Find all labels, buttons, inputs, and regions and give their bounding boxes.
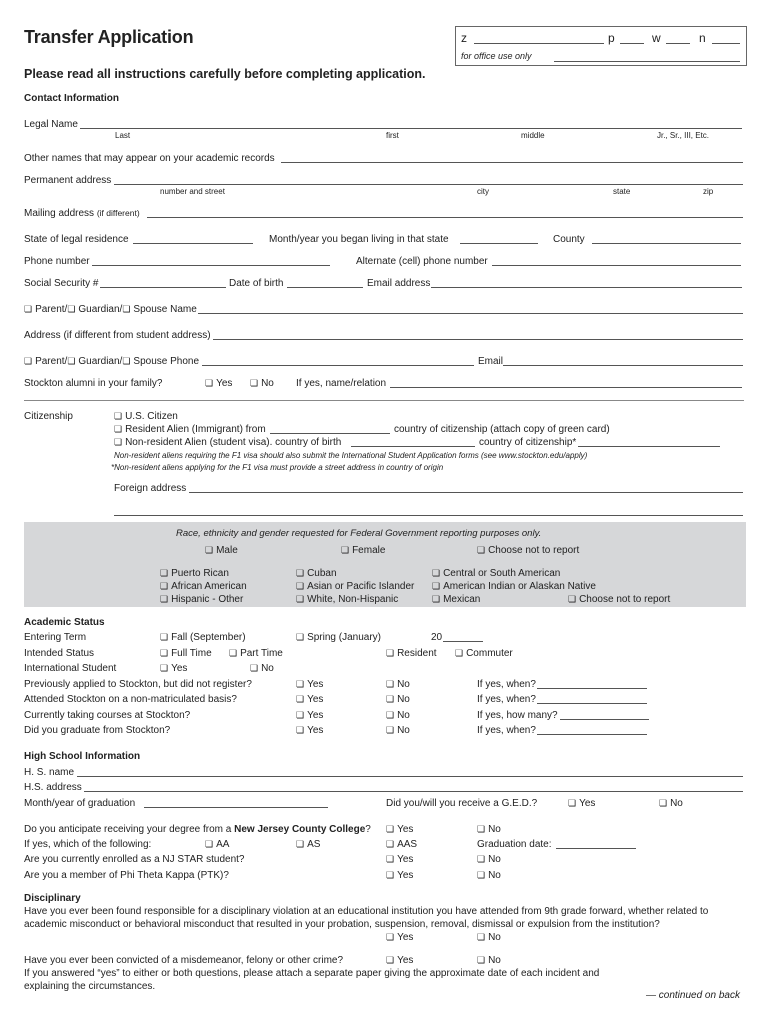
hs-address-label: H.S. address xyxy=(24,782,82,793)
graduated-no-checkbox[interactable]: ❏ No xyxy=(386,725,410,736)
phone-label: Phone number xyxy=(24,256,90,267)
phone-field[interactable] xyxy=(92,265,330,266)
white-checkbox[interactable]: ❏ White, Non-Hispanic xyxy=(296,594,398,605)
ptk-yes-checkbox[interactable]: ❏ Yes xyxy=(386,870,413,881)
state-residence-label: State of legal residence xyxy=(24,234,129,245)
f1-note: Non-resident aliens requiring the F1 visa should also submit the International Student Application forms (see www.stockton.edu/apply) xyxy=(114,451,588,460)
middle-sublabel: middle xyxy=(521,131,545,140)
ptk-label: Are you a member of Phi Theta Kappa (PTK)? xyxy=(24,870,229,881)
spouse-checkbox[interactable]: ❏ Spouse Name xyxy=(122,304,196,315)
number-street-sublabel: number and street xyxy=(160,187,225,196)
mailing-address-field[interactable] xyxy=(147,217,743,218)
county-field[interactable] xyxy=(592,243,741,244)
dob-label: Date of birth xyxy=(229,278,284,289)
entering-term-label: Entering Term xyxy=(24,632,87,643)
full-time-checkbox[interactable]: ❏ Full Time xyxy=(160,648,212,659)
nonmat-no-checkbox[interactable]: ❏ No xyxy=(386,694,410,705)
alt-phone-field[interactable] xyxy=(492,265,741,266)
mexican-checkbox[interactable]: ❏ Mexican xyxy=(432,594,480,605)
aa-checkbox[interactable]: ❏ AA xyxy=(205,839,229,850)
alumni-yes-checkbox[interactable]: ❏ Yes xyxy=(205,378,232,389)
resident-alien-checkbox[interactable]: ❏ Resident Alien (Immigrant) from xyxy=(114,424,266,435)
resident-country-field[interactable] xyxy=(270,433,390,434)
nonresident-suffix: country of citizenship* xyxy=(479,437,577,448)
month-year-living-field[interactable] xyxy=(460,243,538,244)
alt-phone-label: Alternate (cell) phone number xyxy=(356,256,488,267)
parent-checkbox[interactable]: ❏ Parent/ xyxy=(24,304,67,315)
courses-how-many-field[interactable] xyxy=(560,719,649,720)
entering-year-field[interactable] xyxy=(443,641,483,642)
disciplinary-note-line2: explaining the circumstances. xyxy=(24,981,156,992)
nonresident-alien-checkbox[interactable]: ❏ Non-resident Alien (student visa). country of birth xyxy=(114,437,341,448)
dob-field[interactable] xyxy=(287,287,363,288)
prev-applied-when-label: If yes, when? xyxy=(477,679,536,690)
zip-sublabel: zip xyxy=(703,187,714,196)
graduated-when-label: If yes, when? xyxy=(477,725,536,736)
page-title: Transfer Application xyxy=(24,27,194,47)
hispanic-other-checkbox[interactable]: ❏ Hispanic - Other xyxy=(160,594,243,605)
female-checkbox[interactable]: ❏ Female xyxy=(341,545,385,556)
county-college-q-a: Do you anticipate receiving your degree from a xyxy=(24,824,235,835)
permanent-address-field[interactable] xyxy=(114,184,743,185)
part-time-checkbox[interactable]: ❏ Part Time xyxy=(229,648,283,659)
disciplinary-q1-line2: academic misconduct or behavioral misconduct that resulted in your probation, suspension, removal, dismissal or expulsion from the institution? xyxy=(24,919,660,930)
address-diff-label: Address (if different from student address) xyxy=(24,330,211,341)
county-college-question xyxy=(24,824,371,835)
parent-phone-label[interactable] xyxy=(24,356,199,367)
race-choose-not-checkbox[interactable]: ❏ Choose not to report xyxy=(568,594,670,605)
nonmat-when-label: If yes, when? xyxy=(477,694,536,705)
county-college-yes-checkbox[interactable]: ❏ Yes xyxy=(386,824,413,835)
ged-no-checkbox[interactable]: ❏ No xyxy=(659,798,683,809)
international-yes-checkbox[interactable]: ❏ Yes xyxy=(160,663,187,674)
disciplinary-note-line1: If you answered “yes” to either or both questions, please attach a separate paper giving the approximate date of each incident and xyxy=(24,968,600,979)
prev-applied-label: Previously applied to Stockton, but did not register? xyxy=(24,679,252,690)
contact-heading: Contact Information xyxy=(24,93,119,104)
nonmat-when-field[interactable] xyxy=(537,703,647,704)
resident-checkbox[interactable]: ❏ Resident xyxy=(386,648,437,659)
other-names-field[interactable] xyxy=(281,162,743,163)
address-diff-field[interactable] xyxy=(213,339,743,340)
highschool-heading: High School Information xyxy=(24,751,141,762)
foreign-address-field[interactable] xyxy=(189,492,743,493)
asian-checkbox[interactable]: ❏ Asian or Pacific Islander xyxy=(296,581,414,592)
office-use-note: for office use only xyxy=(461,51,532,61)
attended-nonmat-label: Attended Stockton on a non-matriculated basis? xyxy=(24,694,237,705)
puerto-rican-checkbox[interactable]: ❏ Puerto Rican xyxy=(160,568,229,579)
conviction-no-checkbox[interactable]: ❏ No xyxy=(477,955,501,966)
spring-checkbox[interactable]: ❏ Spring (January) xyxy=(296,632,381,643)
divider xyxy=(24,400,744,401)
american-indian-checkbox[interactable]: ❏ American Indian or Alaskan Native xyxy=(432,581,596,592)
central-south-checkbox[interactable]: ❏ Central or South American xyxy=(432,568,560,579)
disciplinary-q1-line1: Have you ever been found responsible for a disciplinary violation at an educational institution you have attended from 9th grade forward, whether related to xyxy=(24,906,709,917)
email2-field[interactable] xyxy=(503,365,743,366)
graduated-when-field[interactable] xyxy=(537,734,647,735)
nj-star-label: Are you currently enrolled as a NJ STAR student? xyxy=(24,854,245,865)
prev-applied-when-field[interactable] xyxy=(537,688,647,689)
email-field[interactable] xyxy=(431,287,742,288)
ged-yes-checkbox[interactable]: ❏ Yes xyxy=(568,798,595,809)
cuban-checkbox[interactable]: ❏ Cuban xyxy=(296,568,337,579)
spouse-phone-checkbox[interactable]: ❏ Spouse Phone xyxy=(122,356,199,367)
if-yes-name-field[interactable] xyxy=(390,387,742,388)
alumni-label: Stockton alumni in your family? xyxy=(24,378,163,389)
resident-suffix: country of citizenship (attach copy of green card) xyxy=(394,424,610,435)
foreign-address-field-2[interactable] xyxy=(114,515,743,516)
ssn-label: Social Security # xyxy=(24,278,99,289)
office-use-field[interactable] xyxy=(554,61,740,62)
taking-courses-label: Currently taking courses at Stockton? xyxy=(24,710,191,721)
parent-phone-checkbox[interactable]: ❏ Parent/ xyxy=(24,356,67,367)
nj-star-no-checkbox[interactable]: ❏ No xyxy=(477,854,501,865)
birth-country-field[interactable] xyxy=(351,446,475,447)
last-sublabel: Last xyxy=(115,131,131,140)
parent-phone-field[interactable] xyxy=(202,365,474,366)
city-sublabel: city xyxy=(477,187,489,196)
email2-label: Email xyxy=(478,356,504,367)
citizenship-country-field[interactable] xyxy=(578,446,720,447)
foreign-address-label: Foreign address xyxy=(114,483,187,494)
if-different-note: (if different) xyxy=(96,208,140,218)
citizenship-label: Citizenship xyxy=(24,411,73,422)
ged-label: Did you/will you receive a G.E.D.? xyxy=(386,798,538,809)
aas-checkbox[interactable]: ❏ AAS xyxy=(386,839,417,850)
ssn-field[interactable] xyxy=(100,287,226,288)
year-prefix: 20 xyxy=(431,632,443,643)
nj-star-yes-checkbox[interactable]: ❏ Yes xyxy=(386,854,413,865)
hs-name-label: H. S. name xyxy=(24,767,75,778)
guardian-phone-checkbox[interactable]: ❏ Guardian/ xyxy=(67,356,122,367)
fall-checkbox[interactable]: ❏ Fall (September) xyxy=(160,632,246,643)
conviction-question: Have you ever been convicted of a misdemeanor, felony or other crime? xyxy=(24,955,344,966)
county-college-no-checkbox[interactable]: ❏ No xyxy=(477,824,501,835)
office-n-label: n xyxy=(699,31,706,45)
mailing-address-text: Mailing address xyxy=(24,208,95,219)
grad-date-field[interactable] xyxy=(556,848,636,849)
office-w-field[interactable] xyxy=(666,43,690,44)
office-n-field[interactable] xyxy=(712,43,740,44)
county-label: County xyxy=(553,234,585,245)
state-sublabel: state xyxy=(613,187,631,196)
us-citizen-checkbox[interactable]: ❏ U.S. Citizen xyxy=(114,411,178,422)
international-no-checkbox[interactable]: ❏ No xyxy=(250,663,274,674)
academic-heading: Academic Status xyxy=(24,617,105,628)
parent-name-field[interactable] xyxy=(198,313,743,314)
alumni-no-checkbox[interactable]: ❏ No xyxy=(250,378,274,389)
male-checkbox[interactable]: ❏ Male xyxy=(205,545,238,556)
which-degree-label: If yes, which of the following: xyxy=(24,839,152,850)
disciplinary-no-checkbox[interactable]: ❏ No xyxy=(477,932,501,943)
prev-applied-yes-checkbox[interactable]: ❏ Yes xyxy=(296,679,323,690)
conviction-yes-checkbox[interactable]: ❏ Yes xyxy=(386,955,413,966)
guardian-checkbox[interactable]: ❏ Guardian/ xyxy=(67,304,122,315)
international-label: International Student xyxy=(24,663,117,674)
office-use-box xyxy=(455,26,747,66)
courses-yes-checkbox[interactable]: ❏ Yes xyxy=(296,710,323,721)
county-college-q-b: New Jersey County College xyxy=(234,824,366,835)
courses-how-many-label: If yes, how many? xyxy=(477,710,558,721)
grad-date-label: Graduation date: xyxy=(477,839,552,850)
african-american-checkbox[interactable]: ❏ African American xyxy=(160,581,247,592)
hs-name-field[interactable] xyxy=(77,776,743,777)
state-residence-field[interactable] xyxy=(133,243,253,244)
suffix-sublabel: Jr., Sr., III, Etc. xyxy=(657,131,710,140)
office-p-field[interactable] xyxy=(620,43,644,44)
permanent-address-label: Permanent address xyxy=(24,175,112,186)
other-names-label: Other names that may appear on your academic records xyxy=(24,153,275,164)
continued-on-back: — continued on back xyxy=(646,990,740,1001)
legal-name-field[interactable] xyxy=(80,128,742,129)
month-year-grad-field[interactable] xyxy=(144,807,328,808)
office-p-label: p xyxy=(608,31,615,45)
office-z-field[interactable] xyxy=(474,43,604,44)
legal-name-label: Legal Name xyxy=(24,119,78,130)
instructions-heading: Please read all instructions carefully before completing application. xyxy=(24,67,426,81)
ptk-no-checkbox[interactable]: ❏ No xyxy=(477,870,501,881)
nonmat-yes-checkbox[interactable]: ❏ Yes xyxy=(296,694,323,705)
office-w-label: w xyxy=(652,31,661,45)
mailing-address-label xyxy=(24,208,140,219)
parent-name-label[interactable] xyxy=(24,304,197,315)
as-checkbox[interactable]: ❏ AS xyxy=(296,839,320,850)
graduated-label: Did you graduate from Stockton? xyxy=(24,725,171,736)
commuter-checkbox[interactable]: ❏ Commuter xyxy=(455,648,513,659)
disciplinary-yes-checkbox[interactable]: ❏ Yes xyxy=(386,932,413,943)
intended-status-label: Intended Status xyxy=(24,648,95,659)
gender-choose-not-checkbox[interactable]: ❏ Choose not to report xyxy=(477,545,579,556)
office-z-label: z xyxy=(461,31,467,45)
disciplinary-heading: Disciplinary xyxy=(24,893,81,904)
first-sublabel: first xyxy=(386,131,399,140)
email-label: Email address xyxy=(367,278,431,289)
courses-no-checkbox[interactable]: ❏ No xyxy=(386,710,410,721)
hs-address-field[interactable] xyxy=(84,791,743,792)
graduated-yes-checkbox[interactable]: ❏ Yes xyxy=(296,725,323,736)
if-yes-name-label: If yes, name/relation xyxy=(296,378,387,389)
prev-applied-no-checkbox[interactable]: ❏ No xyxy=(386,679,410,690)
race-note: Race, ethnicity and gender requested for Federal Government reporting purposes only. xyxy=(176,528,542,539)
month-year-grad-label: Month/year of graduation xyxy=(24,798,136,809)
month-year-living-label: Month/year you began living in that state xyxy=(269,234,449,245)
f1-address-note: *Non-resident aliens applying for the F1 visa must provide a street address in country of origin xyxy=(111,463,444,472)
county-college-q-c: ? xyxy=(365,824,371,835)
